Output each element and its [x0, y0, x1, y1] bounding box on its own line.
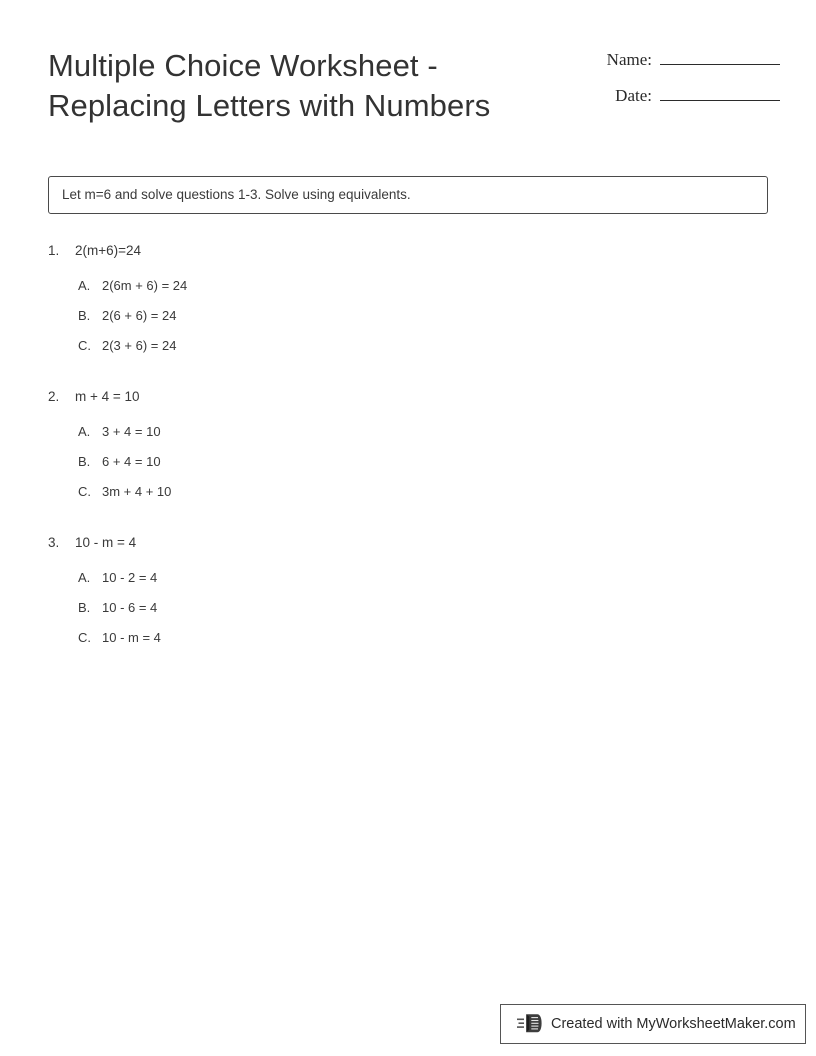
- answer-option-text: 2(3 + 6) = 24: [102, 338, 177, 353]
- answer-option[interactable]: [0, 454, 816, 484]
- instruction-box: [48, 176, 768, 214]
- answer-option[interactable]: [0, 338, 816, 368]
- answer-option-text: 2(6 + 6) = 24: [102, 308, 177, 323]
- date-input-line[interactable]: [660, 86, 780, 101]
- question-list: [0, 243, 816, 681]
- name-input-line[interactable]: [660, 50, 780, 65]
- answer-option-letter: B.: [78, 308, 91, 323]
- name-field-row: [590, 50, 780, 86]
- answer-option-letter: C.: [78, 630, 91, 645]
- answer-option-text: 10 - m = 4: [102, 630, 161, 645]
- answer-option[interactable]: [0, 630, 816, 660]
- question-prompt: [0, 243, 816, 258]
- answer-option-letter: A.: [78, 424, 91, 439]
- date-label: Date:: [615, 86, 652, 105]
- question-number: 1.: [48, 243, 60, 258]
- question-number: 2.: [48, 389, 60, 404]
- question-prompt: [0, 389, 816, 404]
- answer-option-text: 10 - 6 = 4: [102, 600, 158, 615]
- answer-option-letter: C.: [78, 484, 91, 499]
- date-field-row: [590, 86, 780, 122]
- worksheet-maker-logo-icon: [517, 1012, 543, 1036]
- question-number: 3.: [48, 535, 60, 550]
- question-text: m + 4 = 10: [75, 389, 140, 404]
- answer-option-letter: A.: [78, 278, 91, 293]
- answer-option[interactable]: [0, 308, 816, 338]
- question-text: 10 - m = 4: [75, 535, 137, 550]
- answer-option-letter: B.: [78, 454, 91, 469]
- answer-option-text: 6 + 4 = 10: [102, 454, 161, 469]
- name-date-block: [590, 50, 780, 122]
- question-text: 2(m+6)=24: [75, 243, 142, 258]
- question-prompt: [0, 535, 816, 550]
- question-block: [0, 243, 816, 368]
- answer-option-letter: B.: [78, 600, 91, 615]
- worksheet-header: [0, 0, 816, 150]
- answer-option-letter: C.: [78, 338, 91, 353]
- answer-option-letter: A.: [78, 570, 91, 585]
- page-title: Multiple Choice Worksheet - Replacing Letters with Numbers: [48, 48, 491, 123]
- question-block: [0, 389, 816, 514]
- answer-option[interactable]: [0, 484, 816, 514]
- question-block: [0, 535, 816, 660]
- answer-option[interactable]: [0, 600, 816, 630]
- answer-option[interactable]: [0, 570, 816, 600]
- answer-option[interactable]: [0, 424, 816, 454]
- answer-option-text: 3 + 4 = 10: [102, 424, 161, 439]
- instruction-text: Let m=6 and solve questions 1-3. Solve using equivalents.: [62, 186, 411, 202]
- answer-option-text: 10 - 2 = 4: [102, 570, 158, 585]
- name-label: Name:: [606, 50, 652, 69]
- answer-option-text: 2(6m + 6) = 24: [102, 278, 188, 293]
- answer-option-text: 3m + 4 + 10: [102, 484, 172, 499]
- answer-option[interactable]: [0, 278, 816, 308]
- footer-attribution-text: Created with MyWorksheetMaker.com: [551, 1016, 796, 1032]
- footer-attribution-badge[interactable]: [500, 1004, 806, 1044]
